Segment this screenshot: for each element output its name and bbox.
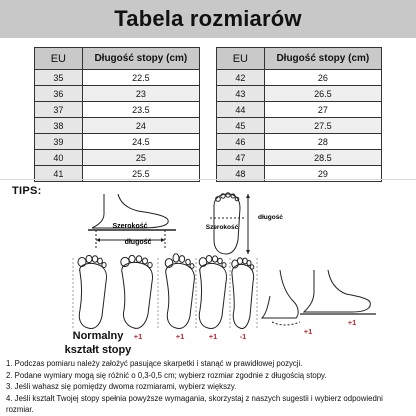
header-eu: EU — [217, 48, 265, 70]
table-row — [217, 86, 382, 102]
eu-cell: 37 — [35, 102, 83, 118]
length-cell: 29 — [264, 166, 381, 182]
length-cell: 22.5 — [82, 70, 199, 86]
eu-cell: 41 — [35, 166, 83, 182]
normal-caption-line2: kształt stopy — [64, 344, 132, 356]
size-table-left — [34, 47, 200, 182]
table-row — [35, 150, 200, 166]
length-cell: 25 — [82, 150, 199, 166]
eu-cell: 39 — [35, 134, 83, 150]
tips-label: TIPS: — [12, 185, 42, 197]
wide-adjust-label: +1 — [133, 332, 143, 341]
length-cell: 23.5 — [82, 102, 199, 118]
page-title: Tabela rozmiarów — [114, 6, 302, 31]
table-row — [217, 102, 382, 118]
table-row — [217, 118, 382, 134]
length-cell: 26.5 — [264, 86, 381, 102]
eu-cell: 38 — [35, 118, 83, 134]
eu-cell: 44 — [217, 102, 265, 118]
table-row — [35, 134, 200, 150]
length-cell: 28 — [264, 134, 381, 150]
note-item: 4. Jeśli kształt Twojej stopy spełnia powyższe wymagania, skorzystaj z naszych sugestii i wybierz odpowiedni rozmiar. — [6, 393, 383, 415]
normal-foot-caption — [56, 329, 140, 357]
table-row — [35, 102, 200, 118]
eu-cell: 35 — [35, 70, 83, 86]
length-cell: 26 — [264, 70, 381, 86]
normal-foot-icon — [78, 255, 107, 328]
length-cell: 24.5 — [82, 134, 199, 150]
high-instep-foot-icon — [199, 256, 226, 329]
normal-caption-line1: Normalny — [72, 330, 124, 342]
narrow-foot-icon — [232, 258, 254, 329]
header-length: Długość stopy (cm) — [82, 48, 199, 70]
long-toe-foot-icon — [165, 254, 194, 329]
high-arch-side-foot-icon — [262, 270, 300, 325]
table-row — [217, 150, 382, 166]
eu-cell: 36 — [35, 86, 83, 102]
length-cell: 27.5 — [264, 118, 381, 134]
eu-cell: 42 — [217, 70, 265, 86]
note-item: 3. Jeśli wahasz się pomiędzy dwoma rozmiarami, wybierz większy. — [6, 382, 237, 392]
eu-cell: 46 — [217, 134, 265, 150]
long-toe-adjust-label: +1 — [175, 332, 185, 341]
width-label: Szerokość — [112, 223, 148, 230]
table-row — [35, 70, 200, 86]
flat-foot-side-icon — [300, 270, 376, 314]
length-label-right: długość — [258, 214, 283, 221]
section-divider — [0, 179, 416, 180]
eu-cell: 45 — [217, 118, 265, 134]
note-item: 2. Podane wymiary mogą się różnić o 0,3-0,5 cm; wybierz rozmiar zgodnie z długością stopy. — [6, 370, 327, 380]
narrow-adjust-label: -1 — [239, 332, 247, 341]
eu-cell: 40 — [35, 150, 83, 166]
table-row — [217, 70, 382, 86]
title-bar — [0, 0, 416, 38]
eu-cell: 48 — [217, 166, 265, 182]
length-cell: 23 — [82, 86, 199, 102]
width-label-right: Szerokość — [205, 224, 239, 231]
length-cell: 27 — [264, 102, 381, 118]
length-label: długość — [124, 239, 152, 246]
length-cell: 25.5 — [82, 166, 199, 182]
high-instep-adjust-label: +1 — [208, 332, 218, 341]
length-cell: 28.5 — [264, 150, 381, 166]
note-item: 1. Podczas pomiaru należy założyć pasujące skarpetki i stanąć w prawidłowej pozycji. — [6, 359, 303, 368]
length-cell: 24 — [82, 118, 199, 134]
wide-foot-icon — [121, 255, 153, 328]
eu-cell: 43 — [217, 86, 265, 102]
header-length: Długość stopy (cm) — [264, 48, 381, 70]
foot-guide-lines — [73, 258, 257, 330]
flat-foot-adjust-label: +1 — [347, 318, 357, 327]
table-row — [35, 86, 200, 102]
table-row — [217, 134, 382, 150]
notes-list — [6, 358, 410, 416]
table-row — [35, 118, 200, 134]
high-arch-adjust-label: +1 — [303, 327, 313, 336]
size-table-right — [216, 47, 382, 182]
eu-cell: 47 — [217, 150, 265, 166]
header-eu: EU — [35, 48, 83, 70]
